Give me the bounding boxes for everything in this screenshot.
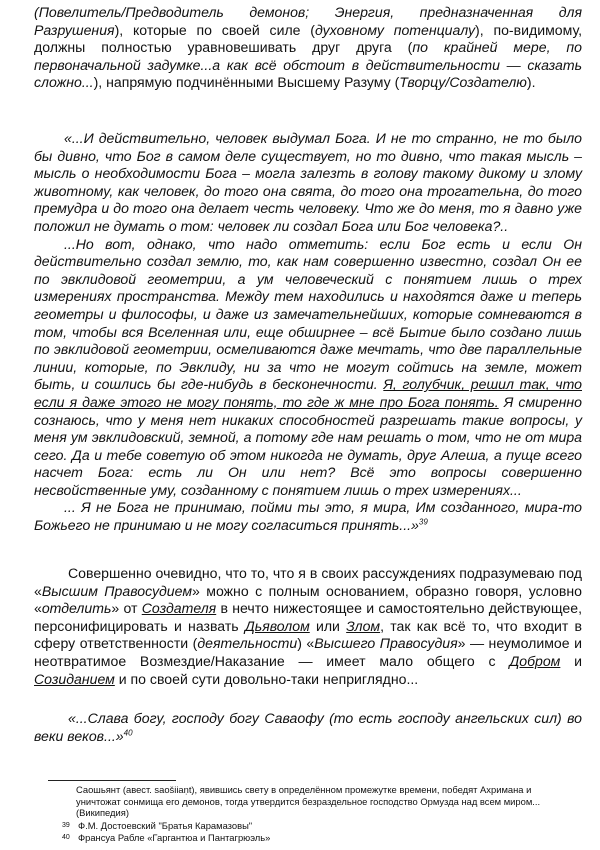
footnote-number: 40	[62, 834, 70, 841]
text-span: Творцу/Создателю	[399, 74, 527, 91]
text-span: Созиданием	[34, 670, 115, 687]
text-span: Создателя	[141, 600, 217, 617]
text-span: по крайней мере, по первоначальной задумке...а как всё обстоит в действительности — сказать сложно...	[34, 39, 582, 91]
footnote-ref-39[interactable]: 39	[418, 517, 428, 527]
footnote-separator	[48, 780, 176, 781]
text-span: ) «	[297, 635, 315, 652]
text-span: » от	[111, 600, 142, 617]
text-span: духовному потенциалу	[315, 21, 476, 38]
text-span: деятельности	[197, 635, 298, 652]
quote-dostoevsky	[34, 130, 582, 535]
quote-text: ... Я не Бога не принимаю, пойми ты это, я мира, Им созданного, мира-то Божьего не принимаю и не могу согласиться принять...»	[34, 499, 582, 534]
footnote-number: 39	[62, 822, 70, 829]
quote-text: Я смиренно сознаюсь, что у меня нет никаких способностей разрешать такие вопросы, у меня ум эвклидовский, земной, а потому где нам решать о том, что не от мира сего. Да и тебе советую об этом никогда не думать, друг Алеша, а пуще всего насчет Бога: есть ли Он или нет? Всё это вопросы совершенно несвойственные уму, созданному с понятием лишь о трех измерениях...	[34, 393, 582, 498]
quote-rabelais	[34, 710, 582, 745]
text-span: ), которые по своей силе (	[114, 21, 315, 38]
footnote-ref-40[interactable]: 40	[123, 727, 133, 737]
text-span: и	[560, 652, 582, 669]
text-span: , так как всё то, что входит в сферу ответственности (	[34, 617, 582, 652]
text-span: и по своей сути довольно-таки неприглядно...	[114, 670, 419, 687]
text-span: Злом	[346, 617, 381, 634]
footnote-40	[62, 832, 542, 844]
text-span: или	[309, 617, 347, 634]
footnote-text: Саошьянт (авест. saošiiaṇt), явившись свету в определённом промежутке времени, победят Ахримана и уничтожат сонмища его демонов, тогда утвердится безраздельное господство Ормузда над всем миром... (Википедия)	[76, 784, 541, 819]
text-span: Совершенно очевидно, что то, что я в своих рассуждениях подразумеваю под «	[34, 565, 582, 599]
text-span: » — неумолимое и неотвратимое Возмездие/Наказание — имеет мало общего с	[34, 635, 582, 669]
footnote-text: Франсуа Рабле «Гаргантюа и Пантагрюэль»	[78, 832, 271, 843]
quote-text: «...И действительно, человек выдумал Бога. И не то странно, не то было бы дивно, что Бог в самом деле существует, но то дивно, что такая мысль – мысль о необходимости Бога – могла залезть в голову такому дикому и злому животному, как человек, до того она свята, до того она трогательна, до того премудра и до того она делает честь человеку. Что же до меня, то я давно уже положил не думать о том: человек ли создал Бога или Бог человека?..	[34, 130, 582, 234]
text-span: Высшего Правосудия	[314, 635, 458, 652]
quote-text: «...Слава богу, господу богу Саваофу (то есть господу ангельских сил) во веки веков...»	[34, 710, 582, 744]
footnote-39	[62, 820, 542, 832]
text-span: отделить	[41, 600, 112, 617]
text-span: ), напрямую подчинёнными Высшему Разуму (	[93, 74, 400, 91]
paragraph-intro	[34, 4, 582, 92]
text-span: Дьяволом	[244, 617, 310, 634]
footnote-text: Ф.М. Достоевский "Братья Карамазовы"	[78, 820, 253, 831]
text-span: (Повелитель/Предводитель демонов; Энергия, предназначенная для Разрушения	[34, 4, 582, 38]
text-span: ).	[526, 74, 536, 91]
quote-underlined-text: Я, голубчик, решил так, что если я даже этого не могу понять, то где ж мне про Бога понять.	[34, 376, 582, 410]
footnote-saoshyant	[76, 784, 546, 819]
text-span: ), по-видимому, должны полностью уравновешивать друг друга (	[34, 21, 582, 56]
text-span: в нечто нижестоящее и самостоятельно действующее, персонифицировать и назвать	[34, 600, 582, 634]
text-span: » можно с полным основанием, образно говоря, условно «	[34, 582, 582, 617]
quote-text: ...Но вот, однако, что надо отметить: если Бог есть и если Он действительно создал землю, то, как нам совершенно известно, создал Он ее по эвклидовой геометрии, а ум человеческий с понятием лишь о трех измерениях пространства. Между тем находились и находятся даже и теперь геометры и философы, и даже из замечательнейших, которые сомневаются в том, чтобы вся Вселенная или, еще обширнее – всё Бытие было создано лишь по эвклидовой геометрии, осмеливаются даже мечтать, что две параллельные линии, которые, по Эвклиду, ни за что не могут сойтись на земле, может быть, и сошлись бы где-нибудь в бесконечности.	[34, 235, 582, 393]
text-span: Высшим Правосудием	[41, 582, 192, 599]
text-span: Добром	[509, 652, 561, 669]
paragraph-justice	[34, 565, 582, 688]
